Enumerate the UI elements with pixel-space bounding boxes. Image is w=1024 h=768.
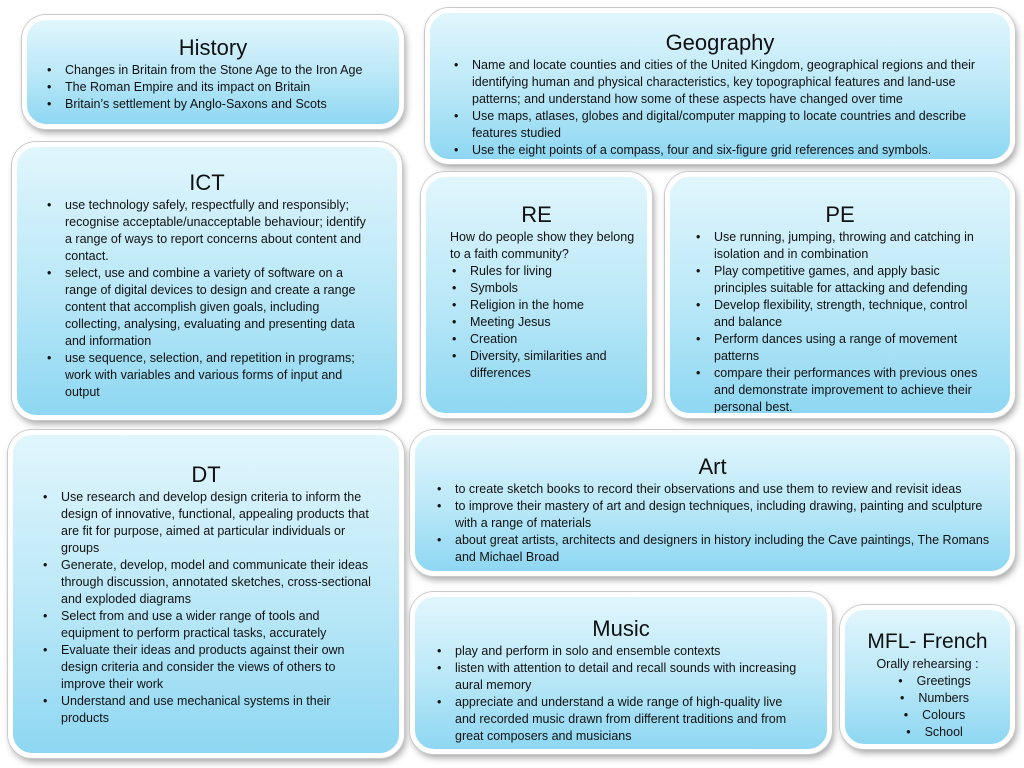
music-panel — [410, 592, 832, 754]
list-item: • select, use and combine a variety of software on a range of digital devices to design and create a range content that accomplish given goals, including collecting, analysing, evaluating and presenting data and information — [65, 265, 367, 350]
geography-list — [440, 57, 1000, 159]
list-item: • Colours — [884, 707, 971, 724]
list-item: • Generate, develop, model and communicate their ideas through discussion, annotated sketches, cross-sectional and exploded diagrams — [61, 557, 379, 608]
dt-list — [23, 489, 389, 727]
pe-title: PE — [825, 202, 855, 227]
ict-panel — [12, 142, 402, 420]
list-item: • Use running, jumping, throwing and catching in isolation and in combination — [714, 229, 986, 263]
music-list — [425, 643, 817, 745]
art-panel — [410, 430, 1015, 576]
pe-list — [680, 229, 1000, 416]
mfl-list — [884, 673, 971, 741]
list-item: • Play competitive games, and apply basic principles suitable for attacking and defending — [714, 263, 986, 297]
list-item: • appreciate and understand a wide range of high-quality live and recorded music drawn from different traditions and from great composers and musicians — [455, 694, 803, 745]
list-item: • to create sketch books to record their observations and use them to review and revisit ideas — [455, 481, 990, 498]
mfl-intro: Orally rehearsing : — [876, 657, 979, 671]
list-item: • to improve their mastery of art and design techniques, including drawing, painting and sculpture with a range of materials — [455, 498, 990, 532]
history-panel — [22, 15, 404, 129]
re-title: RE — [521, 202, 552, 227]
list-item: • Creation — [470, 331, 637, 348]
ict-title: ICT — [189, 170, 225, 195]
list-item: • play and perform in solo and ensemble contexts — [455, 643, 803, 660]
list-item: • Understand and use mechanical systems in their products — [61, 693, 379, 727]
list-item: • Diversity, similarities and differences — [470, 348, 637, 382]
list-item: • use technology safely, respectfully and responsibly; recognise acceptable/unacceptable behaviour; identify a range of ways to report concerns about content and contact. — [65, 197, 367, 265]
mfl-title: MFL- French — [867, 630, 988, 653]
music-title: Music — [592, 616, 650, 641]
list-item: • Britain’s settlement by Anglo-Saxons and Scots — [65, 96, 389, 113]
history-title: History — [178, 35, 248, 60]
list-item: • Develop flexibility, strength, technique, control and balance — [714, 297, 986, 331]
list-item: • Meeting Jesus — [470, 314, 637, 331]
list-item: • Evaluate their ideas and products against their own design criteria and consider the views of others to improve their work — [61, 642, 379, 693]
pe-panel — [665, 172, 1015, 418]
list-item: • compare their performances with previous ones and demonstrate improvement to achieve their personal best. — [714, 365, 986, 416]
re-panel — [421, 172, 652, 418]
list-item: • Select from and use a wider range of tools and equipment to perform practical tasks, accurately — [61, 608, 379, 642]
geography-title: Geography — [665, 30, 775, 55]
list-item: • listen with attention to detail and recall sounds with increasing aural memory — [455, 660, 803, 694]
list-item: • use sequence, selection, and repetition in programs; work with variables and various forms of input and output — [65, 350, 367, 401]
list-item: • The Roman Empire and its impact on Britain — [65, 79, 389, 96]
list-item: • Religion in the home — [470, 297, 637, 314]
ict-list — [27, 197, 387, 401]
list-item: • Changes in Britain from the Stone Age to the Iron Age — [65, 62, 389, 79]
list-item: • Perform dances using a range of movement patterns — [714, 331, 986, 365]
list-item: • about great artists, architects and designers in history including the Cave paintings, The Romans and Michael Broad — [455, 532, 990, 566]
list-item: • Use the eight points of a compass, four and six-figure grid references and symbols. — [472, 142, 988, 159]
geography-panel — [425, 8, 1015, 164]
art-list — [425, 481, 1000, 566]
list-item: • Name and locate counties and cities of the United Kingdom, geographical regions and their identifying human and physical characteristics, key topographical features and land-use patterns; and understand how some of these aspects have changed over time — [472, 57, 988, 108]
history-list — [37, 62, 389, 113]
mfl-french-panel — [840, 605, 1015, 749]
dt-panel — [8, 430, 404, 758]
re-intro: How do people show they belong to a faith community? — [450, 230, 635, 261]
dt-title: DT — [191, 462, 221, 487]
list-item: • Rules for living — [470, 263, 637, 280]
list-item: • Use maps, atlases, globes and digital/computer mapping to locate countries and describe features studied — [472, 108, 988, 142]
re-list — [436, 263, 637, 382]
art-title: Art — [698, 454, 727, 479]
list-item: • Greetings — [884, 673, 971, 690]
list-item: • Numbers — [884, 690, 971, 707]
list-item: • School — [884, 724, 971, 741]
list-item: • Use research and develop design criteria to inform the design of innovative, functional, appealing products that are fit for purpose, aimed at particular individuals or groups — [61, 489, 379, 557]
list-item: • Symbols — [470, 280, 637, 297]
